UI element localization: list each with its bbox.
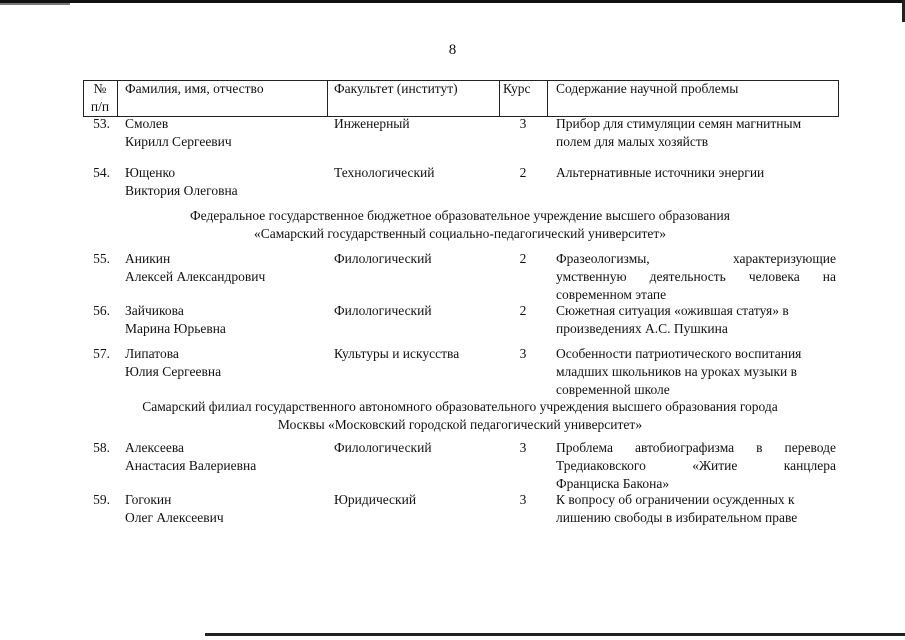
row-name: Ющенко Виктория Олеговна [125, 165, 238, 198]
row-faculty: Технологический [334, 165, 435, 180]
header-faculty: Факультет (институт) [334, 81, 458, 96]
row-faculty: Филологический [334, 303, 432, 318]
section-heading: Федеральное государственное бюджетное образовательное учреждение высшего образования «Самарский государственный социально-педагогический университет» [190, 208, 730, 241]
header-divider [327, 80, 328, 117]
scan-border-top-shadow [0, 3, 70, 5]
row-faculty: Инженерный [334, 116, 410, 131]
row-course: 2 [519, 251, 527, 266]
row-num: 54. [93, 165, 110, 180]
row-num: 59. [93, 492, 110, 507]
row-name: Алексеева Анастасия Валериевна [125, 440, 257, 473]
row-topic: Проблема автобиографизма в переводе Тредиаковского «Житие канцлера Франциска Бакона» [556, 440, 836, 491]
row-course: 3 [519, 492, 527, 507]
row-course: 3 [519, 346, 527, 361]
row-topic: К вопросу об ограничении осужденных к лишению свободы в избирательном праве [556, 492, 798, 525]
scan-border-top [0, 0, 905, 3]
row-course: 3 [519, 116, 527, 131]
header-divider [547, 80, 548, 117]
row-course: 3 [519, 440, 527, 455]
row-faculty: Филологический [334, 251, 432, 266]
row-topic: Прибор для стимуляции семян магнитным полем для малых хозяйств [556, 116, 802, 149]
header-divider [499, 80, 500, 117]
row-name: Аникин Алексей Александрович [125, 251, 266, 284]
row-course: 2 [519, 303, 527, 318]
header-topic: Содержание научной проблемы [556, 81, 739, 96]
header-divider [117, 80, 118, 117]
row-num: 56. [93, 303, 110, 318]
row-faculty: Филологический [334, 440, 432, 455]
row-num: 55. [93, 251, 110, 266]
page-number: 8 [448, 42, 457, 58]
row-faculty: Юридический [334, 492, 417, 507]
header-name: Фамилия, имя, отчество [125, 81, 264, 96]
row-name: Зайчикова Марина Юрьевна [125, 303, 226, 336]
row-num: 58. [93, 440, 110, 455]
row-topic: Альтернативные источники энергии [556, 165, 765, 180]
row-num: 57. [93, 346, 110, 361]
row-faculty: Культуры и искусства [334, 346, 460, 361]
row-num: 53. [93, 116, 110, 131]
header-num: № п/п [90, 81, 110, 114]
row-name: Гогокин Олег Алексеевич [125, 492, 224, 525]
row-topic: Сюжетная ситуация «ожившая статуя» в произведениях А.С. Пушкина [556, 303, 789, 336]
row-name: Липатова Юлия Сергеевна [125, 346, 222, 379]
row-name: Смолев Кирилл Сергеевич [125, 116, 232, 149]
row-topic: Особенности патриотического воспитания младших школьников на уроках музыки в современной школе [556, 346, 802, 397]
row-course: 2 [519, 165, 527, 180]
header-course: Курс [503, 81, 531, 96]
scan-border-bottom [205, 633, 905, 636]
row-topic: Фразеологизмы, характеризующие умственную деятельность человека на современном этапе [556, 251, 836, 302]
section-heading: Самарский филиал государственного автономного образовательного учреждения высшего образования города Москвы «Московский городской педагогический университет» [142, 399, 778, 432]
